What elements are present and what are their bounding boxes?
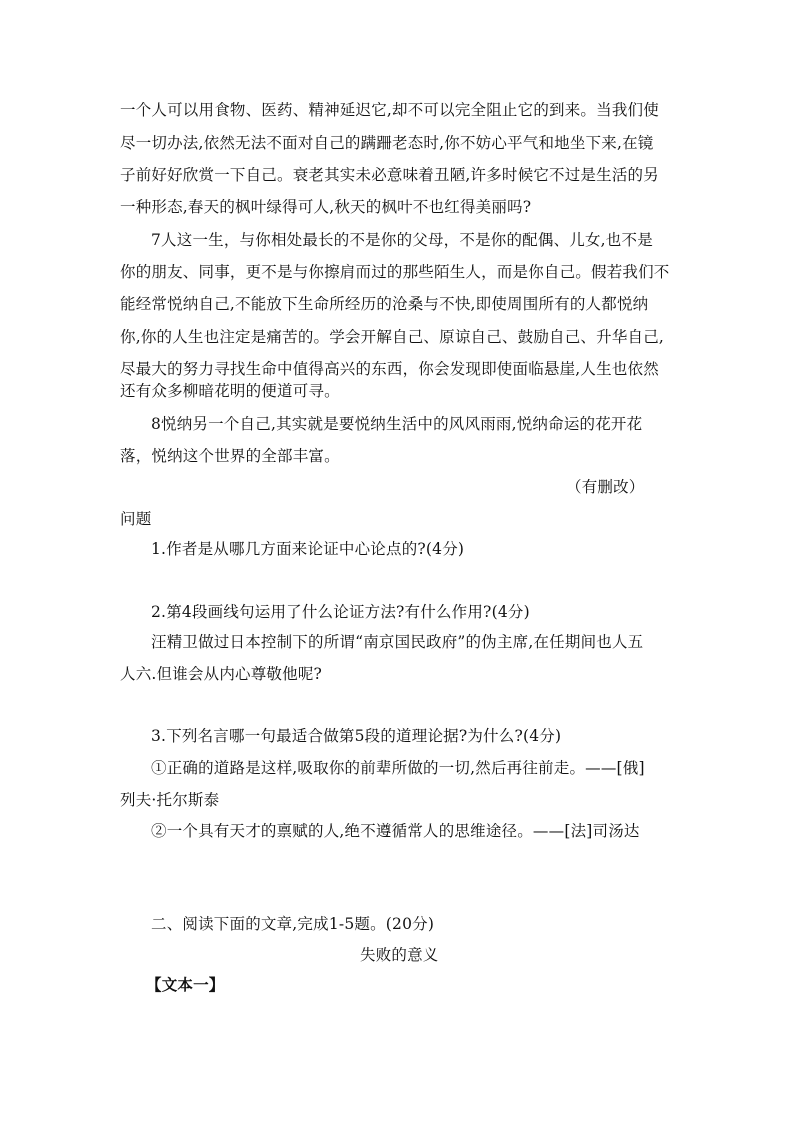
section-2-article-title: 失败的意义 [360, 946, 439, 964]
section-2-heading: 二、阅读下面的文章,完成1-5题。(20分) [151, 915, 435, 933]
paragraph-6-line-3: 子前好好欣赏一下自己。衰老其实未必意味着丑陋,许多时候它不过是生活的另 [120, 166, 659, 184]
questions-heading: 问题 [120, 510, 152, 528]
revision-note: （有删改） [566, 478, 645, 496]
question-1: 1.作者是从哪几方面来论证中心论点的?(4分) [151, 540, 465, 558]
paragraph-8-line-1: 8悦纳另一个自己,其实就是要悦纳生活中的风风雨雨,悦纳命运的花开花 [151, 415, 643, 433]
question-3-option-1-line-2: 列夫·托尔斯泰 [120, 791, 220, 809]
paragraph-8-line-2: 落，悦纳这个世界的全部丰富。 [120, 447, 340, 465]
paragraph-6-line-1: 一个人可以用食物、医药、精神延迟它,却不可以完全阻止它的到来。当我们使 [120, 101, 659, 119]
question-2-material-line-2: 人六.但谁会从内心尊敬他呢? [120, 665, 323, 683]
paragraph-7-line-6: 还有众多柳暗花明的便道可寻。 [120, 382, 340, 400]
paragraph-7-line-2: 你的朋友、同事，更不是与你擦肩而过的那些陌生人，而是你自己。假若我们不 [120, 263, 670, 281]
paragraph-6-line-2: 尽一切办法,依然无法不面对自己的蹒跚老态时,你不妨心平气和地坐下来,在镜 [120, 134, 654, 152]
paragraph-7-line-4: 你,你的人生也注定是痛苦的。学会开解自己、原谅自己、鼓励自己、升华自己, [120, 328, 665, 346]
paragraph-6-line-4: 一种形态,春天的枫叶绿得可人,秋天的枫叶不也红得美丽吗? [120, 198, 532, 216]
question-3: 3.下列名言哪一句最适合做第5段的道理论据?为什么?(4分) [151, 727, 562, 745]
question-2: 2.第4段画线句运用了什么论证方法?有什么作用?(4分) [151, 603, 530, 621]
question-3-option-2: ②一个具有天才的禀赋的人,绝不遵循常人的思维途径。——[法]司汤达 [151, 822, 640, 840]
paragraph-7-line-1: 7人这一生，与你相处最长的不是你的父母，不是你的配偶、儿女,也不是 [151, 231, 653, 249]
section-2-text-label: 【文本一】 [146, 975, 225, 994]
question-2-material-line-1: 汪精卫做过日本控制下的所谓“南京国民政府”的伪主席,在任期间也人五 [151, 633, 644, 651]
question-3-option-1-line-1: ①正确的道路是这样,吸取你的前辈所做的一切,然后再往前走。——[俄] [151, 759, 645, 777]
paragraph-7-line-5: 尽最大的努力寻找生命中值得高兴的东西，你会发现即使面临悬崖,人生也依然 [120, 360, 659, 378]
paragraph-7-line-3: 能经常悦纳自己,不能放下生命所经历的沧桑与不快,即使周围所有的人都悦纳 [120, 295, 649, 313]
